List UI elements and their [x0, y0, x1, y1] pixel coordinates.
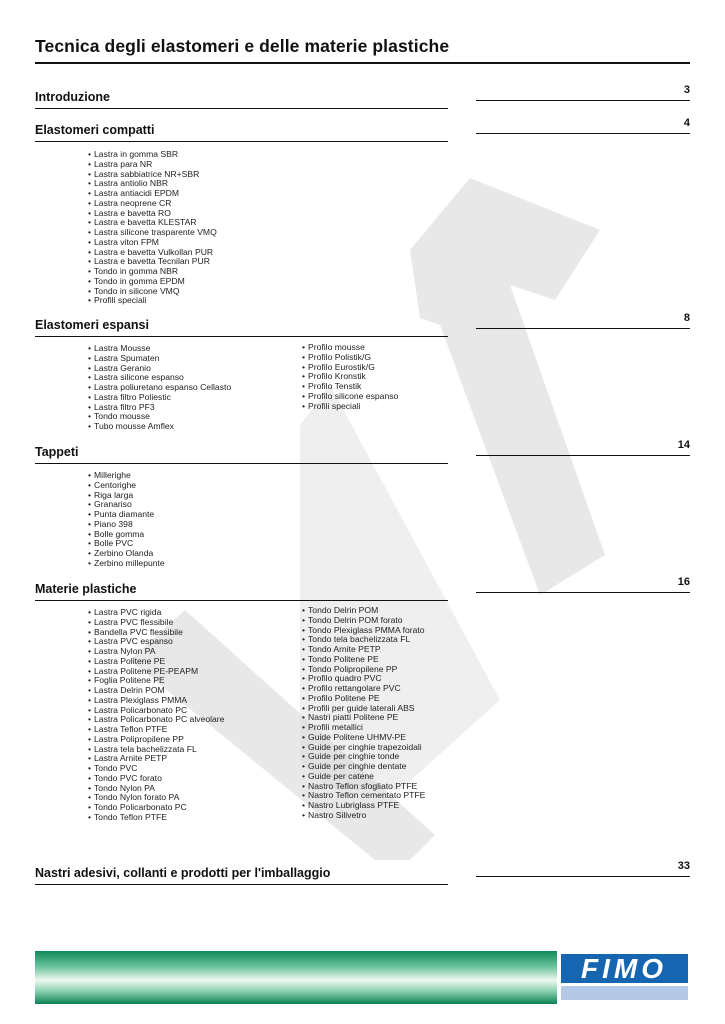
section-title: Elastomeri espansi: [35, 318, 149, 332]
list-item-label: Lastra in gomma SBR: [94, 149, 179, 159]
list-item-label: Lastra Arnite PETP: [94, 753, 168, 764]
list-item-label: Tondo in gomma NBR: [94, 266, 179, 276]
list-item: [88, 813, 224, 823]
list-item-label: Tondo PVC: [94, 763, 138, 773]
list-item: [302, 811, 425, 821]
list-item: [302, 402, 398, 412]
list-item-label: Bolle gomma: [94, 528, 145, 539]
item-list-col-1: [88, 471, 165, 569]
list-item-label: Tondo mousse: [94, 411, 150, 422]
svg-text:FIMO: FIMO: [581, 953, 667, 984]
list-item-label: Tondo Nylon forato PA: [94, 792, 180, 803]
list-item-label: Tondo Teflon PTFE: [94, 811, 167, 822]
footer-gradient-bar: [35, 951, 557, 1004]
list-item-label: Lastra Politene PE: [94, 655, 166, 666]
page-rule: [476, 328, 690, 329]
list-item-label: Lastra Policarbonato PC alveolare: [94, 714, 225, 725]
list-item-label: Profili speciali: [94, 295, 147, 306]
list-item-label: Zerbino millepunte: [94, 557, 165, 568]
list-item-label: Lastra Delrin POM: [94, 685, 165, 695]
list-item-label: Guide per cinghie dentate: [308, 761, 407, 771]
list-item-label: Tondo in silicone VMQ: [94, 285, 180, 296]
list-item-label: Guide per cinghie tonde: [308, 751, 400, 762]
list-item-label: Lastra silicone espanso: [94, 372, 184, 383]
section-title: Elastomeri compatti: [35, 123, 155, 137]
list-item-label: Profilo mousse: [308, 342, 365, 352]
list-item-label: Tondo Arnite PETP: [308, 644, 381, 654]
list-item-label: Profilo silicone espanso: [308, 390, 399, 401]
list-item-label: Lastra PVC rigida: [94, 607, 162, 617]
list-item-label: Lastra tela bachelizzata FL: [94, 743, 197, 754]
list-item-label: Lastra sabbiatrice NR+SBR: [94, 168, 200, 179]
item-list-col-1: [88, 608, 224, 823]
list-item-label: Lastra antiolio NBR: [94, 178, 169, 189]
section-title: Materie plastiche: [35, 582, 137, 596]
list-item-label: Profili speciali: [308, 400, 361, 411]
list-item-label: Tubo mousse Amflex: [94, 421, 174, 431]
list-item-label: Tondo in gomma EPDM: [94, 275, 185, 286]
list-item-label: Tondo Policarbonato PC: [94, 802, 187, 812]
item-list-col-2: [302, 606, 425, 821]
list-item-label: Punta diamante: [94, 509, 155, 519]
list-item-label: Lastra e bavetta RO: [94, 207, 171, 218]
list-item-label: Lastra PVC espanso: [94, 636, 173, 647]
list-item-label: Lastra Politene PE-PEAPM: [94, 665, 199, 676]
page-rule: [476, 455, 690, 456]
list-item-label: Tondo Polipropilene PP: [308, 663, 398, 674]
list-item-label: Tondo Plexiglass PMMA forato: [308, 624, 425, 635]
list-item-label: Profilo Politene PE: [308, 692, 380, 703]
list-item-label: Lastra Policarbonato PC: [94, 704, 188, 715]
list-item-label: Nastro Teflon sfogliato PTFE: [308, 780, 418, 791]
section-rule: [35, 463, 448, 464]
list-item-label: Profili metallici: [308, 722, 363, 732]
page-rule: [476, 133, 690, 134]
list-item-label: Lastra neoprene CR: [94, 197, 172, 208]
list-item-label: Lastra para NR: [94, 158, 153, 169]
list-item-label: Guide Politene UHMV-PE: [308, 731, 406, 742]
section-title: Nastri adesivi, collanti e prodotti per l'imballaggio: [35, 866, 331, 880]
list-item-label: Lastra e bavetta Vulkollan PUR: [94, 246, 214, 257]
section-rule: [35, 141, 448, 142]
list-item-label: Nastro Teflon cementato PTFE: [308, 790, 426, 801]
list-item-label: Tondo tela bachelizzata FL: [308, 634, 411, 645]
section-page-number: 14: [677, 439, 690, 451]
page-rule: [476, 876, 690, 877]
list-item-label: Lastra poliuretano espanso Cellasto: [94, 382, 232, 392]
list-item-label: Lastra viton FPM: [94, 236, 159, 247]
list-item: [88, 422, 231, 432]
list-item-label: Guide per catene: [308, 770, 374, 781]
list-item-label: Profilo Polistik/G: [308, 351, 372, 362]
list-item-label: Nastro Silivetro: [308, 809, 367, 820]
page-rule: [476, 592, 690, 593]
page-rule: [476, 100, 690, 101]
section-page-number: 4: [683, 117, 690, 129]
fimo-logo: [557, 951, 690, 1004]
section-page-number: 16: [677, 576, 690, 588]
item-list-col-2: [302, 343, 398, 411]
list-item-label: Lastra Teflon PTFE: [94, 724, 168, 734]
list-item-label: Bolle PVC: [94, 538, 134, 549]
list-item-label: Tondo Delrin POM forato: [308, 614, 403, 625]
list-item-label: Nastri piatti Politene PE: [308, 712, 399, 723]
list-item-label: Lastra Nylon PA: [94, 646, 156, 656]
section-page-number: 33: [677, 860, 690, 872]
section-rule: [35, 336, 448, 337]
list-item-label: Granariso: [94, 499, 132, 510]
list-item-label: Lastra PVC flessibile: [94, 616, 174, 627]
list-item-label: Lastra e bavetta Tecnilan PUR: [94, 256, 210, 267]
list-item-label: Profilo Eurostik/G: [308, 361, 375, 372]
list-item-label: Lastra silicone trasparente VMQ: [94, 227, 217, 237]
list-item-label: Millerighe: [94, 470, 131, 480]
list-item-label: Nastro Lubriglass PTFE: [308, 800, 400, 810]
section-page-number: 3: [683, 84, 690, 96]
page-title: Tecnica degli elastomeri e delle materie plastiche: [35, 36, 450, 56]
list-item-label: Lastra filtro Poliestic: [94, 391, 171, 402]
list-item-label: Profilo quadro PVC: [308, 673, 382, 684]
section-page-number: 8: [683, 312, 690, 324]
list-item-label: Zerbino Olanda: [94, 548, 154, 558]
list-item-label: Lastra antiacidi EPDM: [94, 188, 180, 198]
list-item-label: Lastra Geranio: [94, 362, 151, 373]
section-rule: [35, 108, 448, 109]
list-item-label: Tondo PVC forato: [94, 772, 162, 783]
list-item-label: Lastra filtro PF3: [94, 401, 155, 412]
section-rule: [35, 600, 448, 601]
item-list-col-1: [88, 150, 217, 306]
list-item-label: Lastra Spumaten: [94, 352, 160, 363]
list-item-label: Lastra Polipropilene PP: [94, 733, 184, 744]
list-item-label: Profilo Tenstik: [308, 381, 362, 391]
list-item-label: Tondo Delrin POM: [308, 605, 379, 615]
section-rule: [35, 884, 448, 885]
list-item-label: Riga larga: [94, 489, 134, 500]
list-item-label: Lastra Plexiglass PMMA: [94, 694, 188, 705]
section-title: Tappeti: [35, 445, 79, 459]
list-item-label: Profilo rettangolare PVC: [308, 683, 401, 693]
list-item: [88, 296, 217, 306]
list-item: [88, 559, 165, 569]
list-item-label: Tondo Nylon PA: [94, 782, 156, 793]
list-item-label: Bandella PVC flessibile: [94, 626, 183, 637]
section-title: Introduzione: [35, 90, 110, 104]
list-item-label: Tondo Politene PE: [308, 653, 379, 664]
list-item-label: Profili per guide laterali ABS: [308, 702, 415, 713]
list-item-label: Profilo Kronstik: [308, 371, 366, 382]
list-item-label: Lastra e bavetta KLESTAR: [94, 217, 197, 228]
list-item-label: Foglia Politene PE: [94, 675, 165, 686]
list-item-label: Centorighe: [94, 479, 137, 490]
list-item-label: Piano 398: [94, 518, 133, 529]
list-item-label: Lastra Mousse: [94, 343, 151, 353]
list-item-label: Guide per cinghie trapezoidali: [308, 741, 422, 752]
item-list-col-1: [88, 344, 231, 432]
